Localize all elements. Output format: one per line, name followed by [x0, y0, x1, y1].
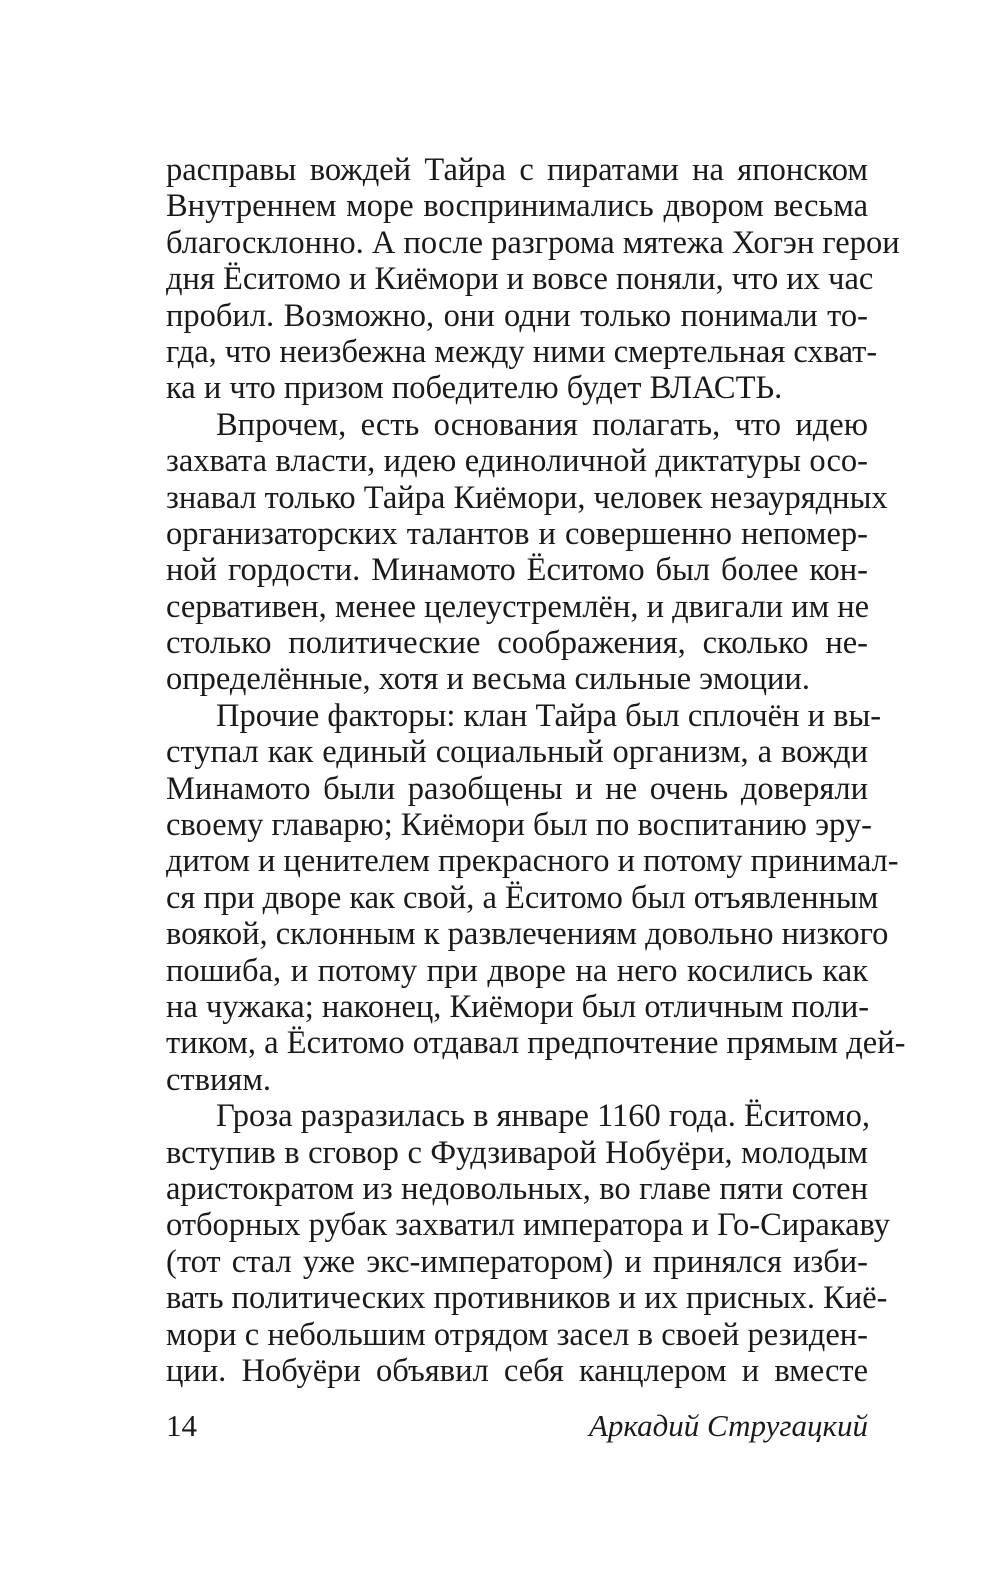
text-line: дня Ёситомо и Киёмори и вовсе поняли, что их час [166, 261, 874, 298]
page-number: 14 [166, 1408, 197, 1443]
text-line: ствиям. [166, 1061, 272, 1098]
text-line: отборных рубак захватил императора и Го-Сиракаву [166, 1207, 891, 1244]
text-line: Минамото были разобщены и не очень доверяли [166, 770, 868, 807]
text-line: мори с небольшим отрядом засел в своей резиден- [166, 1316, 868, 1353]
text-line: Впрочем, есть основания полагать, что идею [216, 406, 868, 443]
text-line: Гроза разразилась в январе 1160 года. Ёситомо, [216, 1098, 870, 1135]
text-line: вступив в сговор с Фудзиварой Нобуёри, молодым [166, 1134, 868, 1171]
text-line: организаторских талантов и совершенно непомер- [166, 515, 868, 552]
text-line: на чужака; наконец, Киёмори был отличным поли- [166, 988, 870, 1025]
text-line: столько политические соображения, сколько не- [166, 625, 868, 662]
text-line: (тот стал уже экс-императором) и принялся изби- [166, 1243, 868, 1280]
text-line: Прочие факторы: клан Тайра был сплочён и вы- [216, 697, 882, 734]
text-line: аристократом из недовольных, во главе пяти сотен [166, 1170, 868, 1207]
text-line: своему главарю; Киёмори был по воспитанию эру- [166, 807, 872, 844]
text-line: ка и что призом победителю будет ВЛАСТЬ. [166, 370, 783, 407]
page-footer [166, 1406, 868, 1446]
text-line: ной гордости. Минамото Ёситомо был более кон- [166, 552, 868, 589]
text-line: дитом и ценителем прекрасного и потому принимал- [166, 843, 899, 880]
text-line: благосклонно. А после разгрома мятежа Хогэн герои [166, 224, 900, 261]
text-line: гда, что неизбежна между ними смертельная схват- [166, 333, 878, 370]
text-line: ции. Нобуёри объявил себя канцлером и вместе [166, 1352, 868, 1389]
text-line: ся при дворе как свой, а Ёситомо был отъявленным [166, 879, 879, 916]
running-head-author: Аркадий Стругацкий [588, 1408, 868, 1443]
text-line: вать политических противников и их присных. Киё- [166, 1280, 888, 1317]
text-line: сервативен, менее целеустремлён, и двигали им не [166, 588, 870, 625]
text-line: захвата власти, идею единоличной диктатуры осо- [166, 443, 868, 480]
text-line: знавал только Тайра Киёмори, человек незаурядных [166, 479, 888, 516]
text-line: воякой, склонным к развлечениям довольно низкого [166, 916, 889, 953]
text-line: пробил. Возможно, они одни только понимали то- [166, 297, 868, 334]
text-line: пошиба, и потому при дворе на него косились как [166, 952, 868, 989]
text-line: Внутреннем море воспринимались двором весьма [166, 188, 868, 225]
text-line: расправы вождей Тайра с пиратами на японском [166, 152, 868, 188]
body-text [166, 152, 906, 1389]
text-line: тиком, а Ёситомо отдавал предпочтение прямым дей- [166, 1025, 906, 1062]
text-line: ступал как единый социальный организм, а вожди [166, 734, 868, 771]
text-line: определённые, хотя и весьма сильные эмоции. [166, 661, 810, 698]
